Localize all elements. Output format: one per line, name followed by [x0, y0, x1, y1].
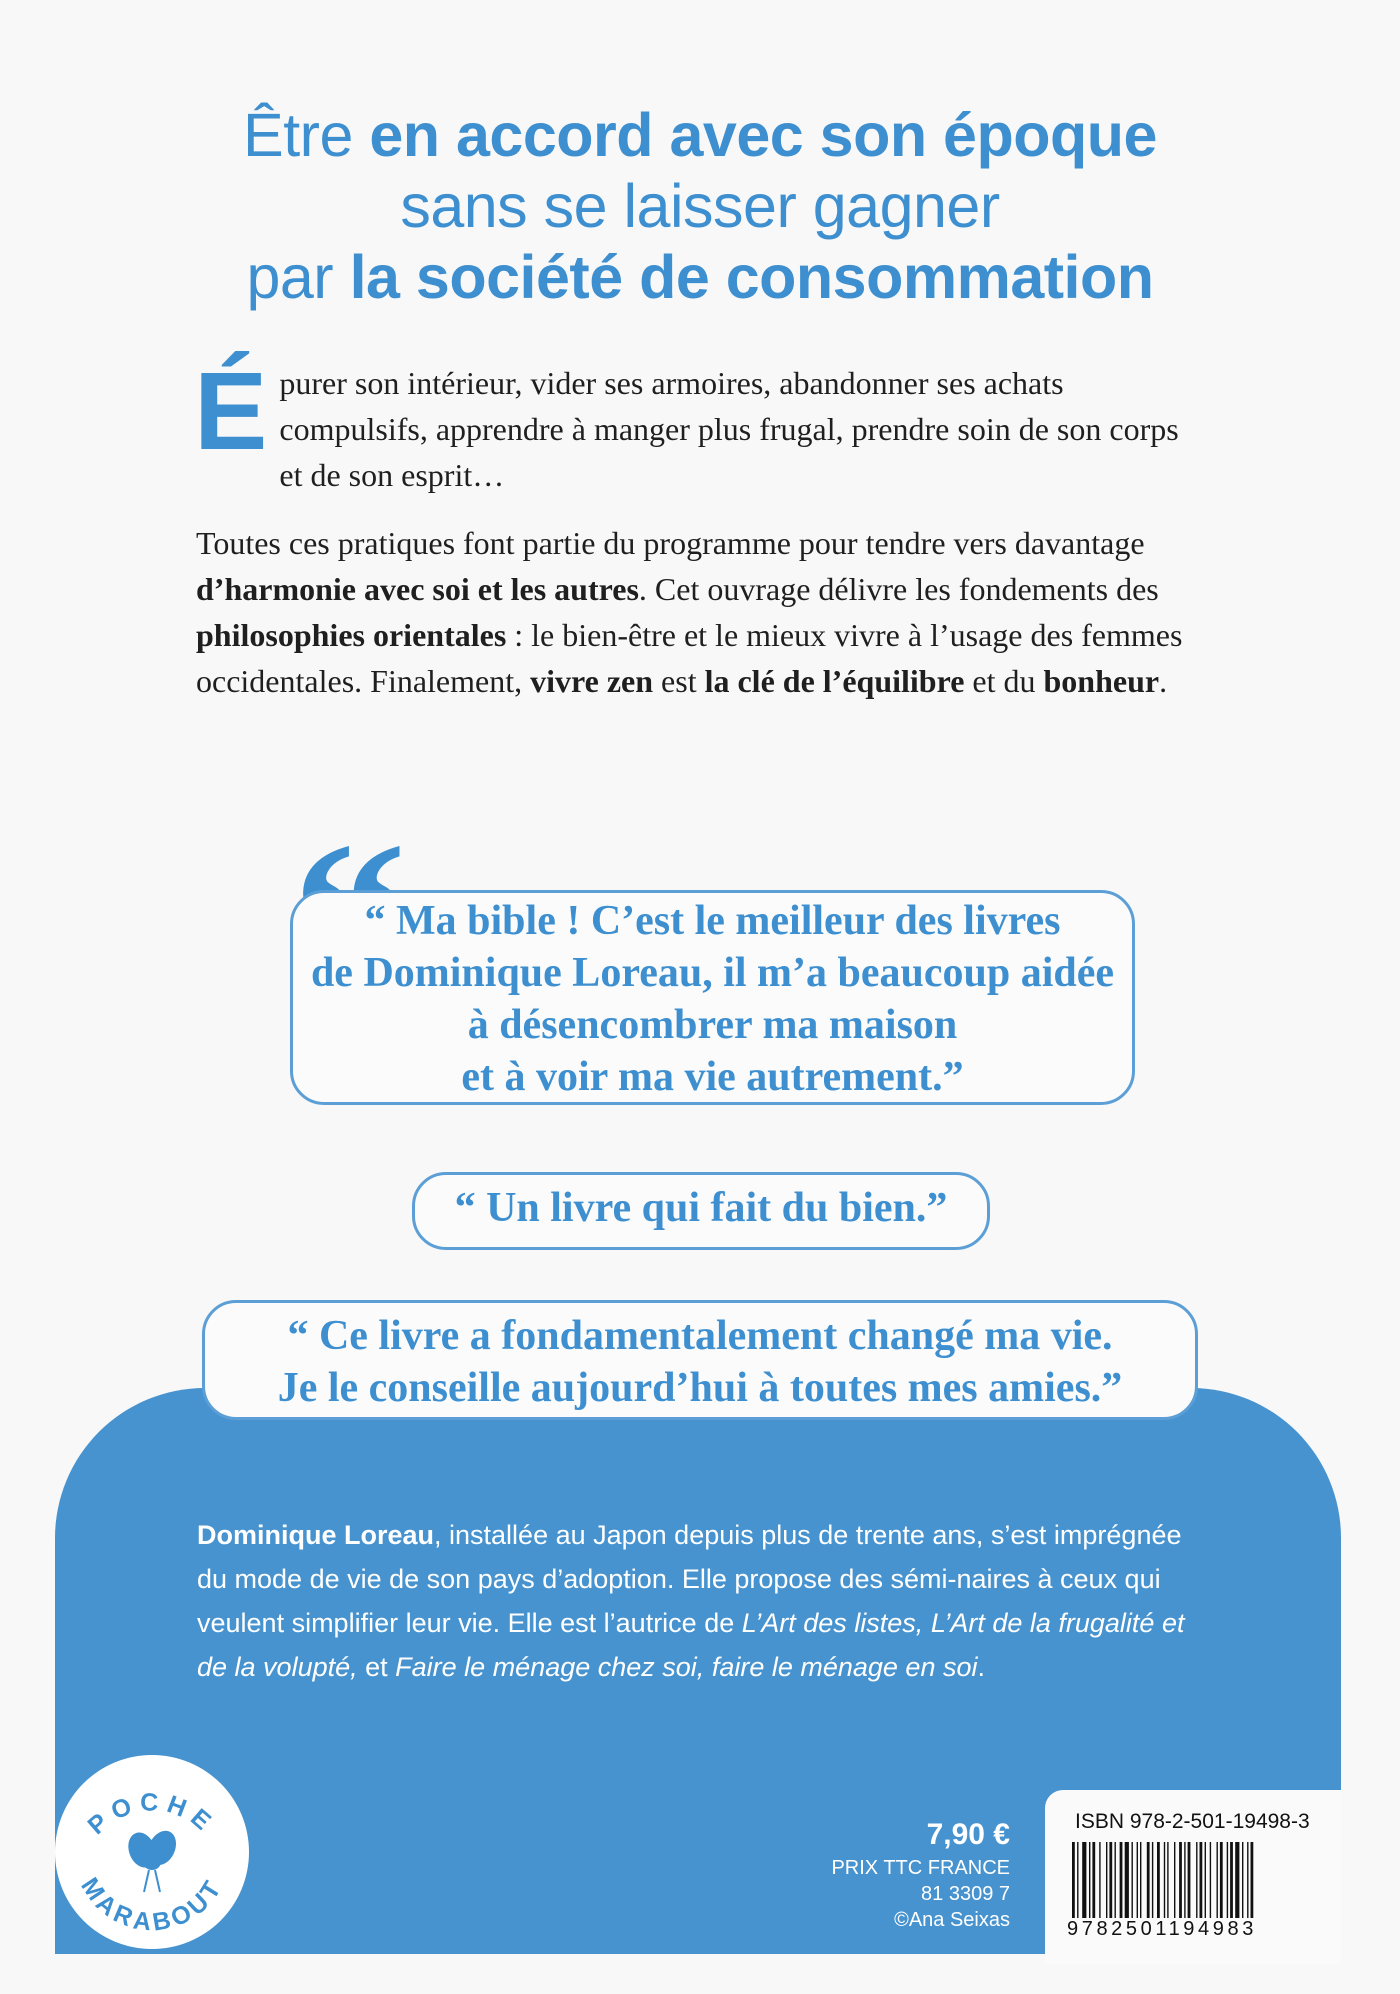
testimonial-2-line: “ Un livre qui fait du bien.” [454, 1185, 948, 1231]
author-bio: Dominique Loreau, installée au Japon depuis plus de trente ans, s’est imprégnée du mode de vie de son pays d’adoption. Elle propose des sémi-naires à ceux qui veulent simplifier leur vie. Elle est l’autrice de L’Art des listes, L’Art de la frugalité et de la volupté, et Faire le ménage chez soi, faire le ménage en soi. [197, 1520, 1185, 1682]
isbn-box [1045, 1790, 1341, 1964]
headline [0, 100, 1400, 313]
testimonial-bubble-1 [290, 890, 1135, 1105]
product-code: 81 3309 7 [921, 1883, 1010, 1905]
author-name: Dominique Loreau [197, 1520, 435, 1550]
testimonial-1-line: et à voir ma vie autrement.” [461, 1054, 964, 1100]
drop-cap: É [194, 350, 268, 473]
isbn-label: ISBN 978-2-501-19498-3 [1075, 1810, 1310, 1833]
testimonial-3-line: Je le conseille aujourd’hui à toutes mes amies.” [277, 1365, 1123, 1411]
headline-line-1: Être en accord avec son époque [243, 101, 1157, 169]
headline-line-3: par la société de consommation [246, 243, 1154, 311]
testimonial-1-line: à désencombrer ma maison [467, 1002, 958, 1048]
testimonial-3-line: “ Ce livre a fondamentalement changé ma vie. [287, 1313, 1113, 1359]
testimonial-bubble-3 [202, 1300, 1198, 1420]
poche-marabout-logo [52, 1752, 252, 1952]
intro-paragraph-2: Toutes ces pratiques font partie du programme pour tendre vers davantage d’harmonie avec soi et les autres. Cet ouvrage délivre les fondements des philosophies orientales : le bien-être et le mieux vivre à l’usage des femmes occidentales. Finalement, vivre zen est la clé de l’équilibre et du bonheur. [196, 525, 1183, 699]
headline-line-2: sans se laisser gagner [400, 172, 1000, 240]
price: 7,90 € [926, 1818, 1010, 1851]
price-label: PRIX TTC FRANCE [831, 1857, 1010, 1879]
testimonial-1-line: “ Ma bible ! C’est le meilleur des livres [364, 898, 1061, 944]
photo-credit: ©Ana Seixas [894, 1909, 1010, 1931]
intro-text [194, 350, 1206, 704]
intro-paragraph-1: Épurer son intérieur, vider ses armoires, abandonner ses achats compulsifs, apprendre à manger plus frugal, prendre soin de son corps et de son esprit… [194, 350, 1179, 493]
logo-bottom-text: MARABOUT [75, 1872, 229, 1937]
testimonial-1-line: de Dominique Loreau, il m’a beaucoup aidée [310, 950, 1115, 996]
barcode-icon [1070, 1842, 1320, 1918]
logo-top-text: POCHE [82, 1788, 222, 1841]
price-block [810, 1815, 1010, 1933]
barcode-digits: 9782501194983 [1067, 1918, 1257, 1940]
testimonial-bubble-2 [412, 1172, 990, 1250]
